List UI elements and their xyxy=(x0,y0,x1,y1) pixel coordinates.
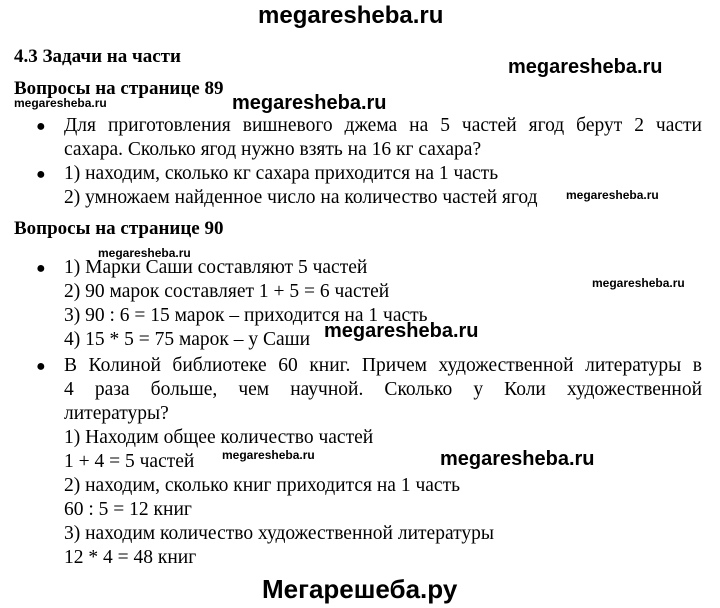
answer-line: 4) 15 * 5 = 75 марок – у Саши xyxy=(64,329,311,350)
bullet-icon: ● xyxy=(36,358,46,375)
question-line: В Колиной библиотеке 60 книг. Причем художественной литературы в xyxy=(64,355,702,376)
watermark-top: megaresheba.ru xyxy=(258,2,444,29)
solution-line: 1) Находим общее количество частей xyxy=(64,427,374,448)
question-line: литературы? xyxy=(64,403,169,424)
section-title: 4.3 Задачи на части xyxy=(14,46,181,67)
watermark-center: megaresheba.ru xyxy=(324,320,479,342)
page90-heading: Вопросы на странице 90 xyxy=(14,218,224,239)
watermark-small: megaresheba.ru xyxy=(222,448,315,462)
solution-line: 3) находим количество художественной литературы xyxy=(64,523,494,544)
solution-line: 2) умножаем найденное число на количество частей ягод xyxy=(64,187,538,208)
question-line: 4 раза больше, чем научной. Сколько у Коли художественной xyxy=(64,379,702,400)
watermark-small: megaresheba.ru xyxy=(98,246,191,260)
solution-line: 2) находим, сколько книг приходится на 1 часть xyxy=(64,475,460,496)
watermark-small: megaresheba.ru xyxy=(566,188,659,202)
watermark-small: megaresheba.ru xyxy=(14,96,107,110)
solution-line: 1 + 4 = 5 частей xyxy=(64,451,195,472)
watermark-right: megaresheba.ru xyxy=(508,56,663,78)
question-line: Для приготовления вишневого джема на 5 частей ягод берут 2 части xyxy=(64,115,702,136)
watermark-center: megaresheba.ru xyxy=(232,92,387,114)
answer-line: 2) 90 марок составляет 1 + 5 = 6 частей xyxy=(64,281,390,302)
solution-line: 12 * 4 = 48 книг xyxy=(64,547,197,568)
watermark-right: megaresheba.ru xyxy=(440,448,595,470)
watermark-small: megaresheba.ru xyxy=(592,276,685,290)
bullet-icon: ● xyxy=(36,118,46,135)
page89-heading: Вопросы на странице 89 xyxy=(14,78,224,99)
solution-line: 60 : 5 = 12 книг xyxy=(64,499,192,520)
solution-line: 1) находим, сколько кг сахара приходится на 1 часть xyxy=(64,163,499,184)
question-line: сахара. Сколько ягод нужно взять на 16 кг сахара? xyxy=(64,139,482,160)
bullet-icon: ● xyxy=(36,166,46,183)
footer-watermark: Мегарешеба.ру xyxy=(262,574,458,604)
answer-line: 1) Марки Саши составляют 5 частей xyxy=(64,257,368,278)
answer-line: 3) 90 : 6 = 15 марок – приходится на 1 часть xyxy=(64,305,428,326)
bullet-icon: ● xyxy=(36,260,46,277)
